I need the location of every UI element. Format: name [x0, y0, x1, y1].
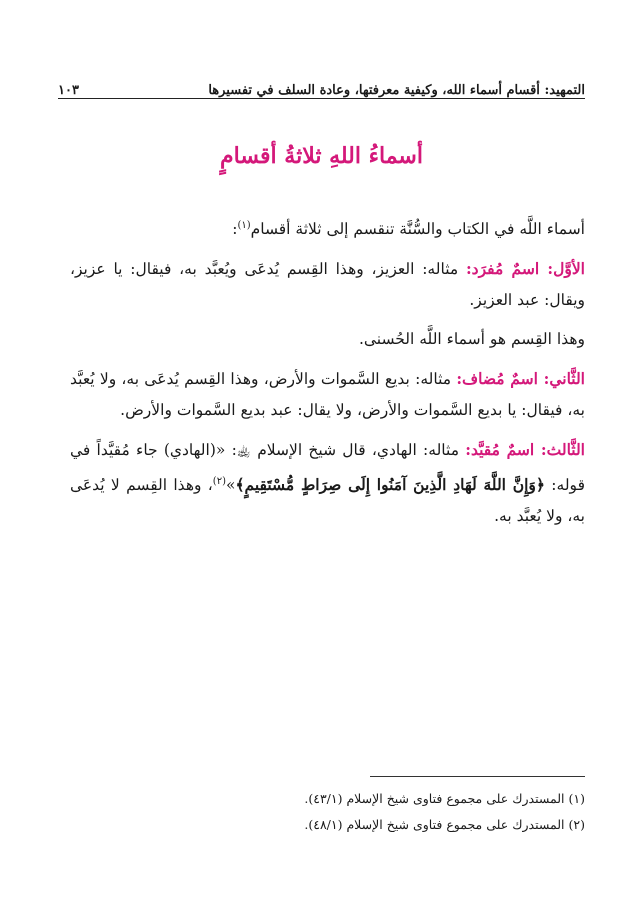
footnote-rule [370, 776, 585, 777]
footnotes [240, 786, 585, 838]
intro-text: أسماء اللَّه في الكتاب والسُّنَّة تنقسم إلى ثلاثة أقسام [250, 220, 585, 239]
second-text: مثاله: بديع السَّموات والأرض، وهذا القِسم يُدعَى به، ولا يُعبَّد به، فيقال: يا بديع السَّموات والأرض، ولا يقال: عبد بديع السَّموات والأرض. [70, 370, 585, 420]
footnote-ref-1: (١) [237, 220, 251, 231]
footnote-2: (٢) المستدرك على مجموع فتاوى شيخ الإسلام (٤٨/١). [304, 817, 585, 832]
paragraph-first-note [70, 324, 585, 355]
intro-tail: : [232, 220, 238, 239]
first-note: وهذا القِسم هو أسماء اللَّه الحُسنى. [358, 330, 585, 349]
running-header [58, 70, 585, 98]
first-text: مثاله: العزيز، وهذا القِسم يُدعَى ويُعبَّد به، فيقال: يا عزيز، ويقال: عبد العزيز. [70, 260, 585, 310]
page-number: ١٠٣ [58, 83, 79, 98]
footnote-1: (١) المستدرك على مجموع فتاوى شيخ الإسلام (٤٣/١). [304, 791, 585, 806]
first-lead: الأوَّل: اسمٌ مُفرَد: [465, 259, 585, 279]
running-title: التمهيد: أقسام أسماء الله، وكيفية معرفتها، وعادة السلف في تفسيرها [208, 83, 585, 98]
quran-verse: ﴿وَإِنَّ اللَّهَ لَهَادِ الَّذِينَ آمَنُوا إِلَى صِرَاطٍ مُّسْتَقِيمٍ﴾ [235, 475, 545, 495]
paragraph-second [70, 363, 585, 426]
third-text-c: ، وهذا القِسم لا يُدعَى به، ولا يُعبَّد به. [70, 476, 585, 526]
third-lead: الثَّالث: اسمٌ مُقيَّد: [465, 440, 585, 460]
header-rule [58, 98, 585, 99]
paragraph-first [70, 253, 585, 316]
third-text-b: » [225, 476, 236, 495]
paragraph-third [70, 434, 585, 532]
third-text-a: مثاله: الهادي، قال شيخ الإسلام ﵀: «(الهادي) جاء مُقيَّداً في قوله: [70, 441, 585, 495]
intro-paragraph [70, 210, 585, 245]
footnote-ref-2: (٢) [212, 476, 226, 488]
body-text [70, 210, 585, 540]
section-title: أسماءُ اللهِ ثلاثةُ أقسامٍ [220, 143, 423, 169]
second-lead: الثَّاني: اسمٌ مُضاف: [456, 369, 585, 389]
